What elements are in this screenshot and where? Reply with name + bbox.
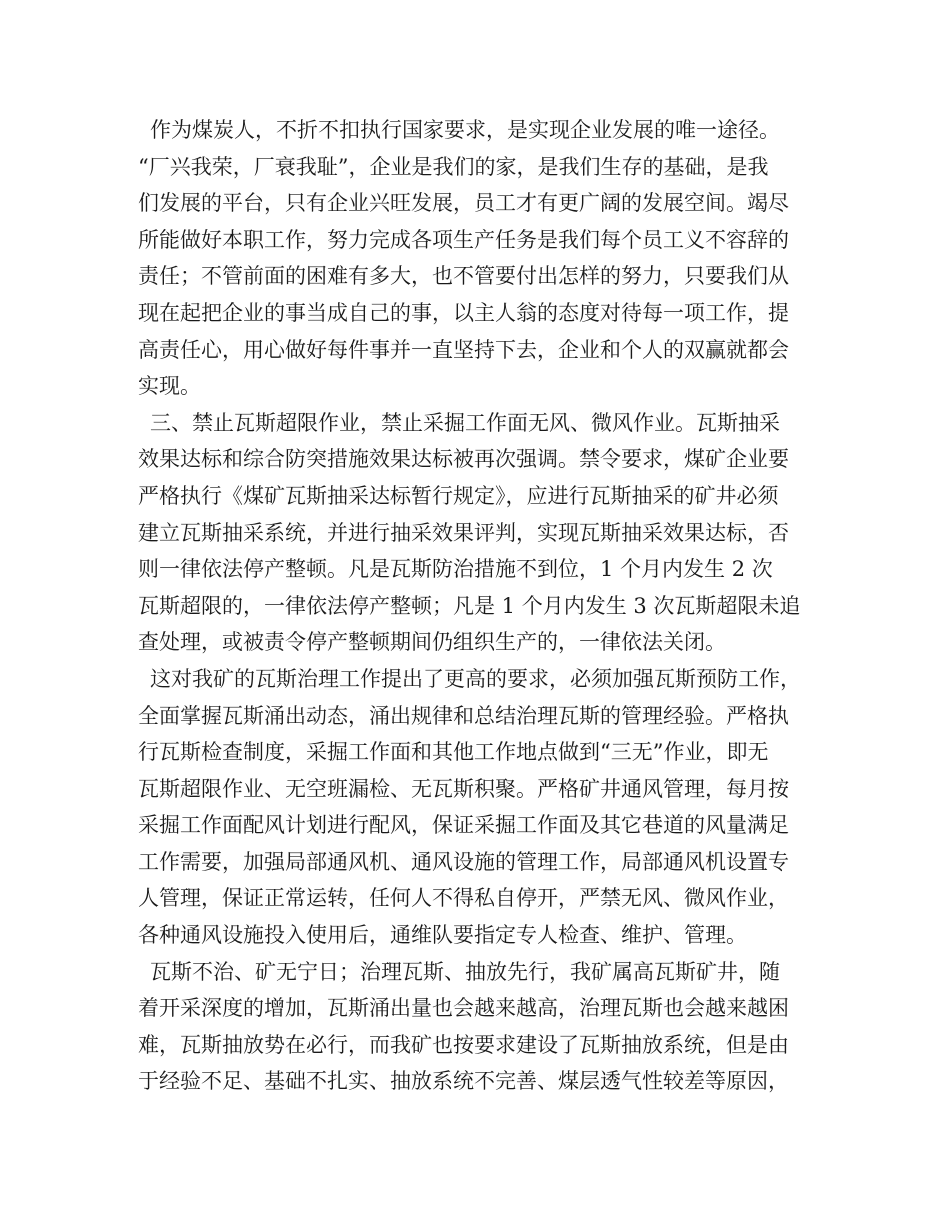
text-line: 各种通风设施投入使用后，通维队要指定专人检查、维护、管理。 (138, 923, 747, 948)
text-line: 效果达标和综合防突措施效果达标被再次强调。禁令要求，煤矿企业要 (138, 447, 789, 472)
text-line: “厂兴我荣，厂衰我耻”，企业是我们的家，是我们生存的基础，是我 (138, 154, 769, 179)
text-line: 责任；不管前面的困难有多大，也不管要付出怎样的努力，只要我们从 (138, 264, 789, 289)
text-line: 采掘工作面配风计划进行配风，保证采掘工作面及其它巷道的风量满足 (138, 813, 789, 838)
text-line: 瓦斯超限作业、无空班漏检、无瓦斯积聚。严格矿井通风管理，每月按 (138, 776, 789, 801)
text-line: 现在起把企业的事当成自己的事，以主人翁的态度对待每一项工作，提 (138, 300, 789, 325)
text-line: 瓦斯不治、矿无宁日；治理瓦斯、抽放先行，我矿属高瓦斯矿井，随 (150, 959, 780, 984)
text-line: 实现。 (138, 374, 201, 399)
text-line: 这对我矿的瓦斯治理工作提出了更高的要求，必须加强瓦斯预防工作， (150, 666, 801, 691)
text-line: 工作需要，加强局部通风机、通风设施的管理工作，局部通风机设置专 (138, 849, 789, 874)
text-line: 建立瓦斯抽采系统，并进行抽采效果评判，实现瓦斯抽采效果达标，否 (138, 520, 789, 545)
text-line: 查处理，或被责令停产整顿期间仍组织生产的，一律依法关闭。 (138, 630, 726, 655)
text-line: 人管理，保证正常运转，任何人不得私自停开，严禁无风、微风作业， (138, 886, 789, 911)
text-line: 瓦斯超限的，一律依法停产整顿；凡是 1 个月内发生 3 次瓦斯超限未追 (138, 593, 801, 618)
text-line: 全面掌握瓦斯涌出动态，涌出规律和总结治理瓦斯的管理经验。严格执 (138, 703, 789, 728)
text-line: 着开采深度的增加，瓦斯涌出量也会越来越高，治理瓦斯也会越来越困 (138, 996, 789, 1021)
text-line: 则一律依法停产整顿。凡是瓦斯防治措施不到位，1 个月内发生 2 次 (138, 557, 773, 582)
text-line: 严格执行《煤矿瓦斯抽采达标暂行规定》，应进行瓦斯抽采的矿井必须 (138, 483, 779, 508)
text-line: 高责任心，用心做好每件事并一直坚持下去，企业和个人的双赢就都会 (138, 337, 789, 362)
text-line: 们发展的平台，只有企业兴旺发展，员工才有更广阔的发展空间。竭尽 (138, 191, 789, 216)
text-line: 三、禁止瓦斯超限作业，禁止采掘工作面无风、微风作业。瓦斯抽采 (150, 410, 780, 435)
text-line: 行瓦斯检查制度，采掘工作面和其他工作地点做到“三无”作业，即无 (138, 740, 769, 765)
text-line: 所能做好本职工作，努力完成各项生产任务是我们每个员工义不容辞的 (138, 227, 789, 252)
text-line: 于经验不足、基础不扎实、抽放系统不完善、煤层透气性较差等原因， (138, 1069, 789, 1094)
text-line: 难，瓦斯抽放势在必行，而我矿也按要求建设了瓦斯抽放系统，但是由 (138, 1032, 789, 1057)
text-line: 作为煤炭人，不折不扣执行国家要求，是实现企业发展的唯一途径。 (150, 118, 780, 142)
document-body (0, 112, 950, 1100)
